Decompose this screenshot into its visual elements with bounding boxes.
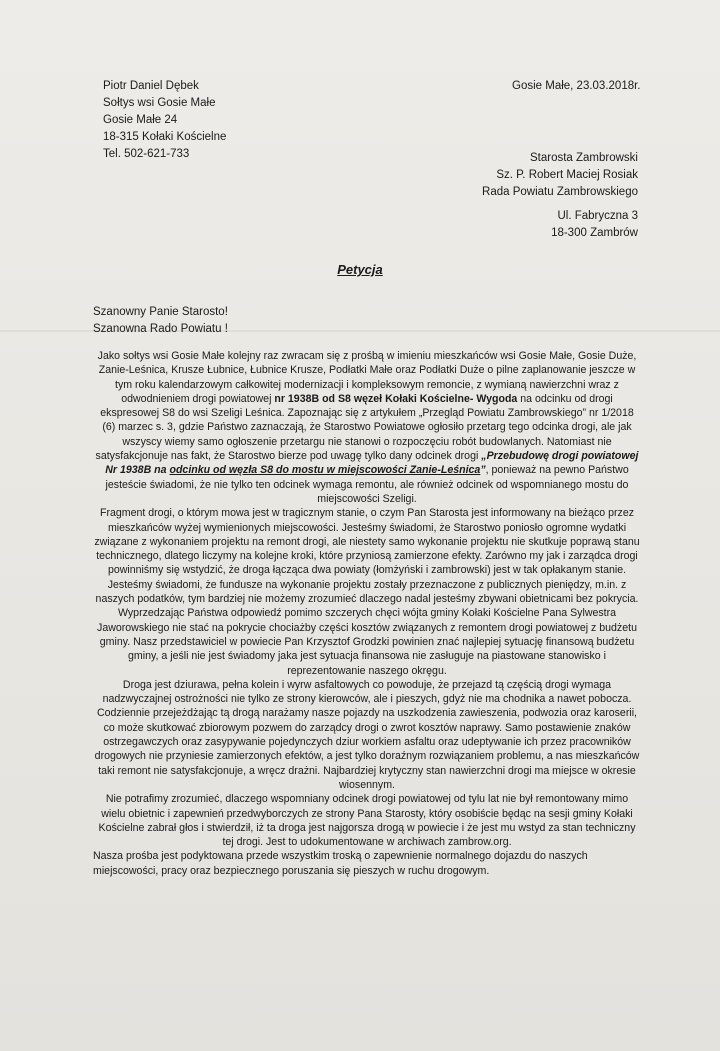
recipient-postal-city: 18-300 Zambrów <box>551 227 638 239</box>
sender-block <box>103 78 226 163</box>
sender-phone: Tel. 502-621-733 <box>103 148 190 160</box>
salutation-line-1: Szanowny Panie Starosto! <box>93 306 228 318</box>
project-quote-end: ” <box>480 464 486 477</box>
salutation-line-2: Szanowna Rado Powiatu ! <box>93 323 228 335</box>
paragraph-1-text-b: na odcinku od drogi ekspresowej S8 do wsi Szeligi Leśnica. Zapoznając się z artykułem „Przegląd Powiatu Zambrowskiego” nr 1/2018 (6) marzec s. 3, gdzie Państwo zaznaczają, że Starostwo Powiatowe ogłosiło przetarg tego odcinka drogi, ale jak wszyscy wiemy samo ogłoszenie przetargu nie stanowi o rozpoczęciu robót budowlanych. Natomiast nie satysfakcjonuje nas fakt, że Starostwo bierze pod uwagę tylko dany odcinek drogi <box>95 392 634 463</box>
project-quote-start: „Przebudowę drogi powiatowej Nr 1938B na <box>105 450 639 477</box>
paragraph-1 <box>93 349 641 506</box>
sender-name: Piotr Daniel Dębek <box>103 80 199 92</box>
recipient-address <box>551 208 638 242</box>
document-title: Petycja <box>337 262 383 277</box>
recipient-street: Ul. Fabryczna 3 <box>557 210 638 222</box>
recipient-line-2: Sz. P. Robert Maciej Rosiak <box>496 169 638 181</box>
recipient-line-3: Rada Powiatu Zambrowskiego <box>482 186 638 198</box>
paragraph-2: Fragment drogi, o którym mowa jest w tragicznym stanie, o czym Pan Starosta jest informowany na bieżąco przez mieszkańców wyżej wymienionych miejscowości. Jesteśmy świadomi, że Starostwo poniosło ogromne wydatki związane z wykonaniem projektu na remont drogi, ale niestety samo wykonanie projektu nie skutkuje poprawą stanu technicznego, dlatego liczymy na kolejne kroki, które przyniosą zamierzone efekty. Zarówno my jak i zarządca drogi powinniśmy się wstydzić, że droga łącząca dwa powiaty (łomżyński i zambrowski) jest w tak opłakanym stanie. Jesteśmy świadomi, że fundusze na wykonanie projektu zostały przeznaczone z publicznych pieniędzy, m.in. z naszych podatków, tym bardziej nie możemy zrozumieć dlaczego nadal jesteśmy zbywani obietnicami bez pokrycia. Wyprzedzając Państwa odpowiedź pomimo szczerych chęci wójta gminy Kołaki Kościelne Pana Sylwestra Jaworowskiego nie stać na pokrycie chociażby części kosztów związanych z remontem drogi powiatowej z budżetu gminy. Nasz przedstawiciel w powiecie Pan Krzysztof Grodzki powinien znać najlepiej sytuację finansową budżetu gminy, a jeśli nie jest świadomy jaka jest sytuacja finansowa nie zasługuje na piastowane stanowisko i reprezentowanie naszego okręgu. <box>94 507 640 677</box>
sender-street: Gosie Małe 24 <box>103 114 178 126</box>
paragraph-4: Nie potrafimy zrozumieć, dlaczego wspomniany odcinek drogi powiatowej od tylu lat nie był remontowany mimo wielu obietnic i zapewnień przedwyborczych ze strony Pana Starosty, który osobiście będąc na sesji gminy Kołaki Kościelne zabrał głos i stwierdził, iż ta droga jest najgorsza drogą w powiecie i że jest mu wstyd za stan techniczny tej drogi. Jest to udokumentowane w archiwach zambrow.org. <box>98 793 636 849</box>
sender-role: Sołtys wsi Gosie Małe <box>103 97 216 109</box>
paragraph-5: Nasza prośba jest podyktowana przede wszystkim troską o zapewnienie normalnego dojazdu do naszych miejscowości, pracy oraz bezpiecznego poruszania się pieszych w ruchu drogowym. <box>93 850 588 877</box>
sender-postal-city: 18-315 Kołaki Kościelne <box>103 131 227 143</box>
letter-date: Gosie Małe, 23.03.2018r. <box>512 80 641 92</box>
recipient-block <box>482 150 638 201</box>
letter-body <box>93 349 641 878</box>
road-number: nr 1938B od S8 węzeł Kołaki Kościelne- Wygoda <box>274 392 518 405</box>
recipient-line-1: Starosta Zambrowski <box>529 152 638 164</box>
salutation <box>93 304 228 338</box>
paragraph-1-text-c: , ponieważ na pewno Państwo jesteście świadomi, że nie tylko ten odcinek wymaga remontu, ale również odcinek od wspomnianego mostu do miejscowości Szeligi. <box>105 464 629 505</box>
project-quote-underlined: odcinku od węzła S8 do mostu w miejscowości Zanie-Leśnica <box>169 464 481 477</box>
paragraph-3: Droga jest dziurawa, pełna kolein i wyrw asfaltowych co powoduje, że przejazd tą częścią drogi wymaga nadzwyczajnej ostrożności nie tylko ze strony kierowców, ale i pieszych, gdyż nie ma chodnika a nawet pobocza. Codziennie przejeżdżając tą drogą narażamy nasze pojazdy na uszkodzenia zawieszenia, podwozia oraz karoserii, co może skutkować zbiorowym pozwem do zarządcy drogi o zwrot kosztów naprawy. Samo postawienie znaków ostrzegawczych oraz zasypywanie pojedynczych dziur workiem asfaltu oraz udeptywanie ich przez pracowników drogowych nie przyniesie zamierzonych efektów, a jest tylko doraźnym rozwiązaniem problemu, a nas mieszkańców taki remont nie satysfakcjonuje, a wręcz drażni. Najbardziej krytyczny stan nawierzchni drogi ma miejsce w okresie wiosennym. <box>94 678 640 791</box>
paragraph-1-text-a: Jako sołtys wsi Gosie Małe kolejny raz zwracam się z prośbą w imieniu mieszkańców wsi Gosie Małe, Gosie Duże, Zanie-Leśnica, Krusze Łubnice, Łubnice Krusze, Podłatki Małe oraz Podłatki Duże o pilne zaplanowanie jeszcze w tym roku kalendarzowym całkowitej modernizacji i kompleksowym remoncie, z wymianą nawierzchni wraz z odwodnieniem drogi powiatowej <box>97 350 637 405</box>
